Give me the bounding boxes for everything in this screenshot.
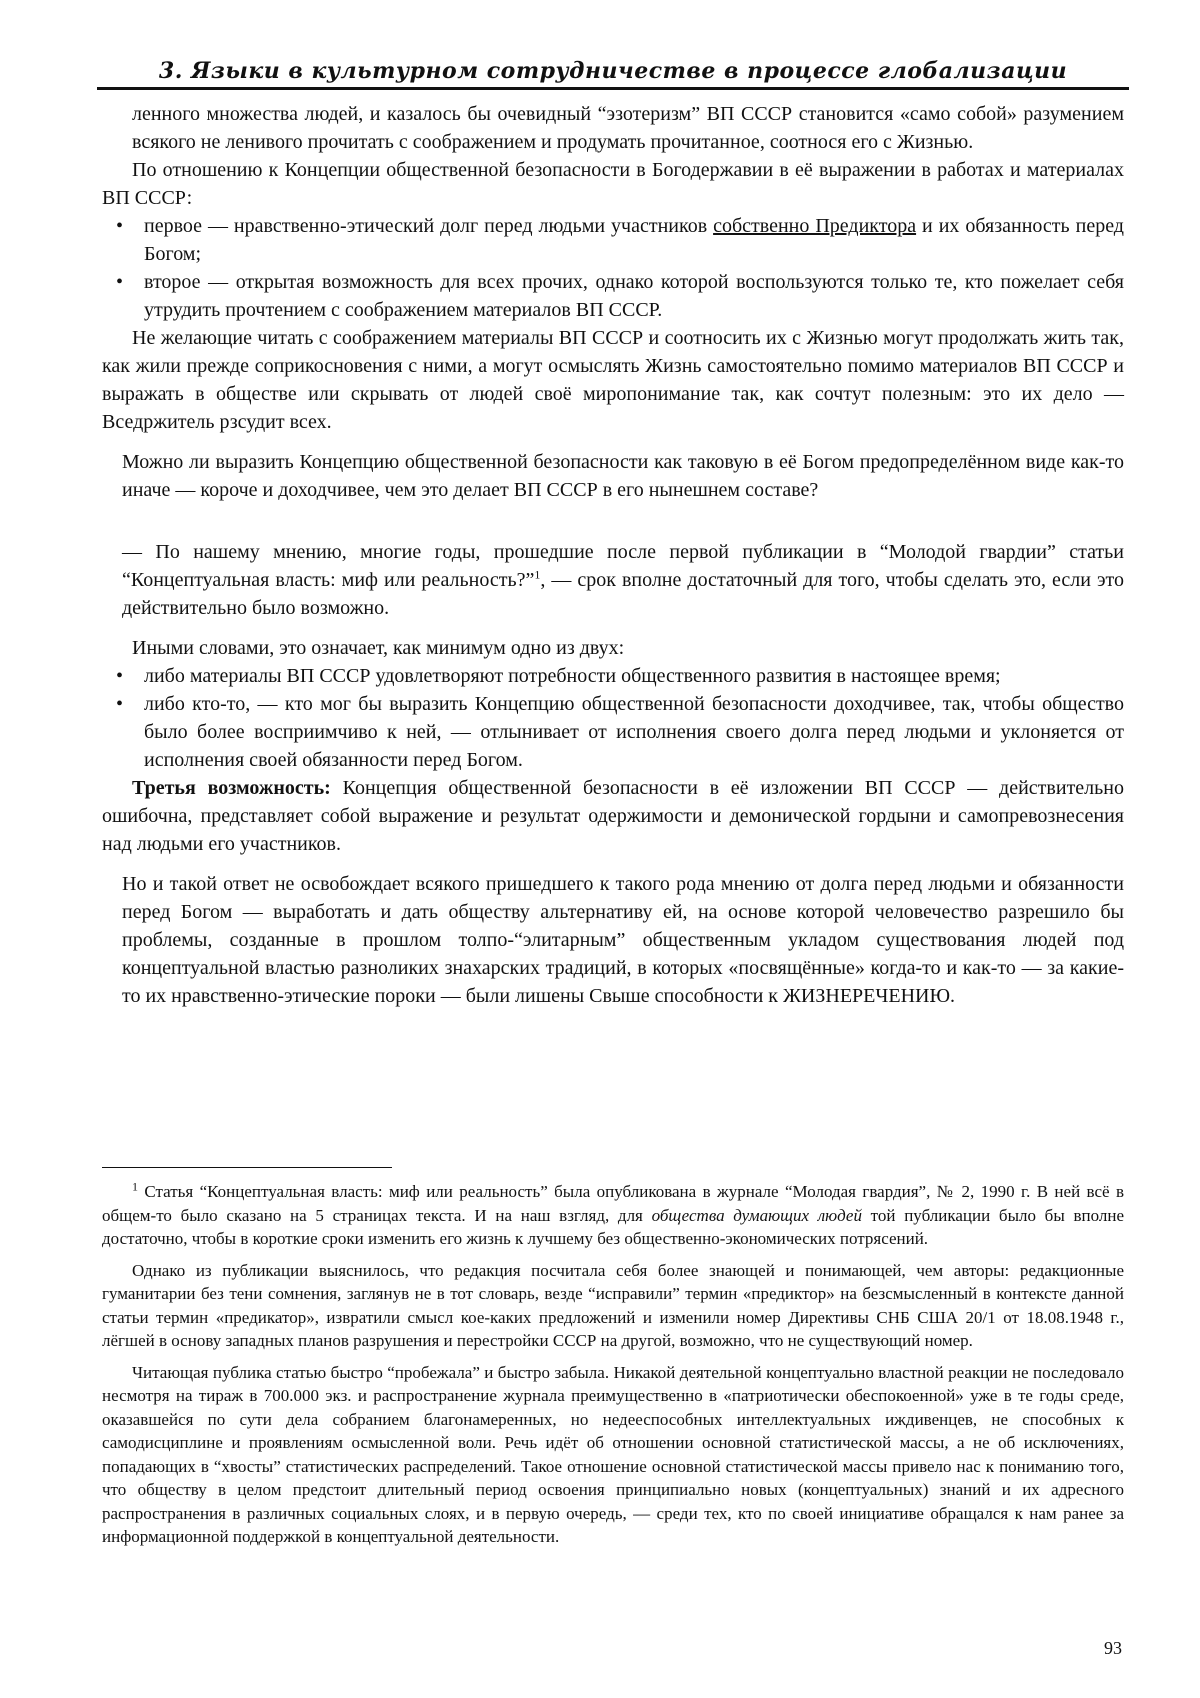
bullet-list (102, 212, 1124, 324)
footnote-text: той публикации было бы вполне достаточно, чтобы в короткие сроки изменить его жизнь к лучшему без общественно-экономических потрясений. (102, 1205, 1124, 1248)
header-title: 3. Языки в культурном сотрудничестве в процессе глобализации (158, 58, 1068, 84)
spacer (102, 1251, 1124, 1259)
footnote-ref: 1 (534, 567, 541, 582)
paragraph: Но и такой ответ не освобождает всякого пришедшего к такого рода мнению от долга перед людьми и обязанности перед Богом — выработать и дать обществу альтернативу ей, на основе которой человечество разрешило бы проблемы, созданные в прошлом толпо-“элитарным” общественным укладом существования людей под концептуальной властью разноликих знахарских традиций, в которых «посвящённые» когда-то и как-то — за какие-то их нравственно-этические пороки — были лишены Свыше способности к ЖИЗНЕРЕЧЕНИЮ. (122, 873, 1124, 1007)
running-header (97, 56, 1129, 90)
footnote-text: Статья “Концептуальная власть: миф или реальность” была опубликована в журнале “Молодая гвардия”, № 2, 1990 г. В ней всё в общем-то было сказано на 5 страницах текста. И на наш взгляд, для (102, 1182, 1124, 1225)
list-item: • второе — открытая возможность для всех прочих, однако которой воспользуются только те, кто пожелает себя утрудить прочтением с соображением материалов ВП СССР. (102, 268, 1124, 324)
header-rule (97, 87, 1129, 90)
list-item: • либо кто-то, — кто мог бы выразить Концепцию общественной безопасности доходчивее, так, чтобы общество было более восприимчиво к ней, — отлынивает от исполнения своего долга перед людьми и уклоняется от исполнения своей обязанности перед Богом. (102, 690, 1124, 774)
paragraph: По отношению к Концепции общественной безопасности в Богодержавии в её выражении в работах и материалах ВП СССР: (102, 159, 1124, 209)
bold-lead: Третья возможность: (132, 777, 331, 799)
answer-text: , — срок вполне достаточный для того, чтобы сделать это, если это действительно было возможно. (122, 569, 1125, 619)
footnote-separator (102, 1167, 392, 1168)
paragraph-text: Концепция общественной безопасности в её изложении ВП СССР — действительно ошибочна, представляет собой выражение и результат одержимости и демонической гордыни и самопревознесения над людьми его участников. (102, 777, 1124, 855)
paragraph: Не желающие читать с соображением материалы ВП СССР и соотносить их с Жизнью могут продолжать жить так, как жили прежде соприкосновения с ними, а могут осмыслять Жизнь самостоятельно помимо материалов ВП СССР и выражать в обществе или скрывать от людей своё миропонимание так, как сочтут полезным: это их дело — Вседржитель рзсудит всех. (102, 327, 1124, 433)
question-paragraph: Можно ли выразить Концепцию общественной безопасности как таковую в её Богом предопределённом виде как-то иначе — короче и доходчивее, чем это делает ВП СССР в его нынешнем составе? (122, 451, 1124, 501)
spacer (102, 858, 1124, 870)
page-number: 93 (1104, 1638, 1122, 1658)
spacer (102, 622, 1124, 634)
spacer (102, 504, 1124, 538)
footnote-number: 1 (132, 1179, 138, 1194)
list-item-text: и их обязанность перед Богом; (144, 215, 1124, 265)
spacer (102, 1353, 1124, 1361)
paragraph-continued: ленного множества людей, и казалось бы очевидный “эзотеризм” ВП СССР становится «само собой» разумением всякого не ленивого прочитать с соображением и продумать прочитанное, соотнося его с Жизнью. (132, 103, 1124, 153)
bullet-list (102, 662, 1124, 774)
list-item-text: первое — нравственно-этический долг перед людьми участников (144, 215, 714, 237)
paragraph: Иными словами, это означает, как минимум одно из двух: (132, 637, 625, 659)
underlined-term: собственно Предиктора (713, 215, 917, 237)
answer-text: — По нашему мнению, многие годы, прошедшие после первой публикации в “Молодой гвардии” статьи “Концептуальная власть: миф или реальность?” (122, 541, 1124, 591)
answer-paragraph (102, 538, 1124, 622)
paragraph (102, 774, 1124, 858)
list-item: • либо материалы ВП СССР удовлетворяют потребности общественного развития в настоящее время; (102, 662, 1124, 690)
spacer (102, 436, 1124, 448)
footnotes (102, 1180, 1124, 1549)
footnote-paragraph: Однако из публикации выяснилось, что редакция посчитала себя более знающей и понимающей, чем авторы: редакционные гуманитарии без тени сомнения, заглянув не в тот словарь, везде “исправили” термин «предиктор» на безсмысленный в контексте данной статьи термин «предикатор», извратили смысл кое-каких предложений и изменили номер Директивы СНБ США 20/1 от 18.08.1948 г., лёгшей в основу западных планов разрушения и перестройки СССР на другой, возможно, что не существующий номер. (102, 1260, 1124, 1350)
footnote-paragraph: Читающая публика статью быстро “пробежала” и быстро забыла. Никакой деятельной концептуально властной реакции не последовало несмотря на тираж в 700.000 экз. и распространение журнала преимущественно в «патриотически обеспокоенной» уже в те годы среде, оказавшейся по сути дела собранием благонамеренных, но недееспособных интеллектуальных иждивенцев, не способных к самодисциплине и проявлениям осмысленной воли. Речь идёт об отношении основной статистической массы, а не об исключениях, попадающих в “хвосты” статистических распределений. Такое отношение основной статистической массы привело нас к пониманию того, что обществу в целом предстоит длительный период освоения принципиально новых (концептуальных) знаний и их адресного распространения в различных социальных слоях, и в первую очередь, — среди тех, кто по своей инициативе обращался к нам ранее за информационной поддержкой в концептуальной деятельности. (102, 1362, 1124, 1546)
list-item (102, 212, 1124, 268)
footnote-italic: общества думающих людей (651, 1205, 862, 1225)
main-text (102, 100, 1124, 1010)
footnote (102, 1180, 1124, 1251)
